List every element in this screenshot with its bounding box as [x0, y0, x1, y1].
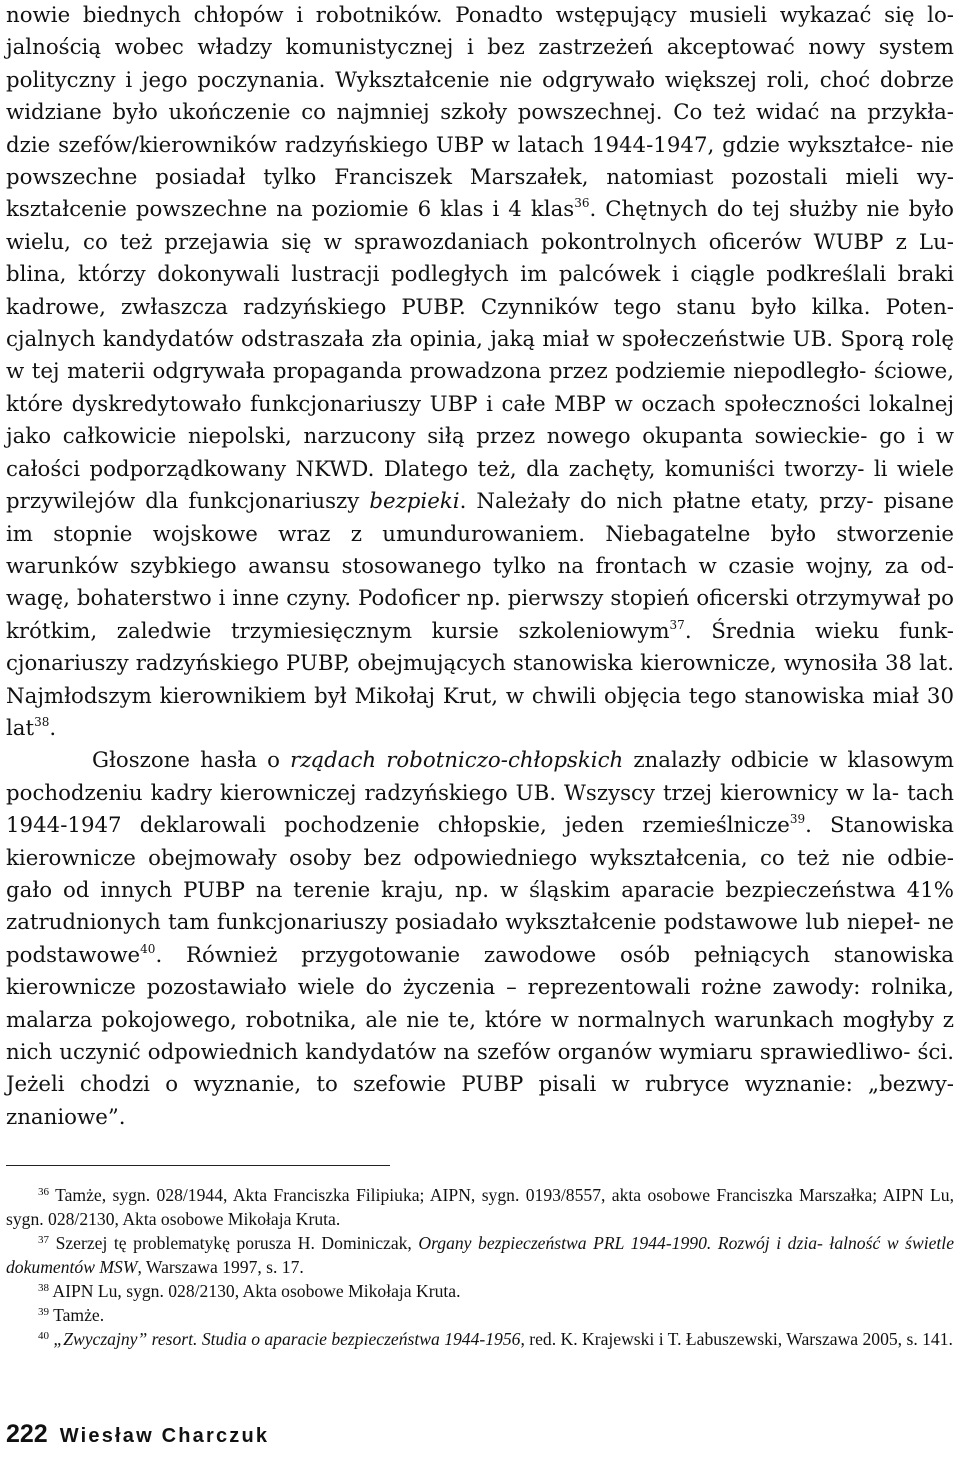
footnote-40 — [6, 1327, 954, 1351]
text-run: nowie biednych chłopów i robotników. Ponadto wstępujący musieli wykazać się lo- jalnością wobec władzy komunistycznej i bez zastrzeżeń akceptować nowy system polityczny i jego poczynania. Wykształcenie nie odgrywało większej roli, choć dobrze widziane było ukończenie co najmniej szkoły powszechnej. Co też widać na przykła- dzie szefów/kierowników radzyńskiego UBP w latach 1944-1947, gdzie wykształce- nie powszechne posiadał tylko Franciszek Marszałek, natomiast pozostali mieli wy- kształcenie powszechne na poziomie 6 klas i 4 klas — [6, 3, 954, 223]
footnote-number: 38 — [38, 1282, 49, 1294]
footnote-38 — [6, 1279, 954, 1303]
footnote-text: AIPN Lu, sygn. 028/2130, Akta osobowe Mikołaja Kruta. — [49, 1281, 461, 1301]
footnote-ref-40[interactable]: 40 — [140, 941, 156, 956]
text-run: znalazły odbicie w klasowym pochodzeniu kadry kierowniczej radzyńskiego UB. Wszyscy trzej kierownicy w la- tach 1944-1947 deklarowali pochodzenie chłopskie, jeden rzemieślnicze — [6, 748, 955, 839]
footnote-ref-39[interactable]: 39 — [789, 812, 806, 827]
footnote-separator — [6, 1165, 390, 1166]
footnote-number: 39 — [38, 1306, 49, 1318]
footnote-number: 36 — [38, 1186, 49, 1198]
text-run: . Stanowiska kierownicze obejmowały osoby bez odpowiedniego wykształcenia, co też nie odbie- gało od innych PUBP na terenie kraju, np. w śląskim aparacie bezpieczeństwa 41% zatrudnionych tam funkcjonariuszy posiadało wykształcenie podstawowe lub niepeł- ne podstawowe — [6, 813, 954, 968]
text-run: . Również przygotowanie zawodowe osób pełniących stanowiska kierownicze pozostawiało wiele do życzenia – reprezentowali rożne zawody: rolnika, malarza pokojowego, robotnika, ale nie te, które w normalnych warunkach mogłyby z nich uczynić odpowiednich kandydatów na szefów organów wymiaru sprawiedliwo- ści. Jeżeli chodzi o wyznanie, to szefowie PUBP pisali w rubryce wyznanie: „bezwy- znaniowe”. — [6, 942, 954, 1130]
page-number: 222 — [6, 1420, 48, 1448]
text-run: . Należały do nich płatne etaty, przy- pisane im stopnie wojskowe wraz z umundurowaniem. Niebagatelne było stworzenie warunków szybkiego awansu stosowanego tylko na frontach w czasie wojny, za od- wagę, bohaterstwo i inne czyny. Podoficer np. pierwszy stopień oficerski otrzymywał po krótkim, zaledwie trzymiesięcznym kursie szkoleniowym — [6, 489, 955, 644]
footnote-number: 40 — [38, 1330, 49, 1342]
page-footer — [6, 1420, 269, 1454]
footnote-text: Szerzej tę problematykę porusza H. Dominiczak, — [49, 1233, 419, 1253]
footnote-36 — [6, 1183, 954, 1231]
text-run: . Średnia wieku funk- cjonariuszy radzyńskiego PUBP, obejmujących stanowiska kierownicze, wynosiła 38 lat. Najmłodszym kierownikiem był Mikołaj Krut, w chwili objęcia tego stanowiska miał 30 lat — [6, 618, 954, 741]
footnote-39 — [6, 1303, 954, 1327]
text-run: Głoszone hasła o — [92, 748, 291, 774]
footnote-37 — [6, 1231, 954, 1279]
footnote-text: Tamże. — [49, 1305, 105, 1325]
footnote-number: 37 — [38, 1234, 49, 1246]
main-text — [6, 0, 954, 1134]
footnote-ref-36[interactable]: 36 — [574, 196, 590, 211]
footnote-title: „Zwyczajny” resort. Studia o aparacie bezpieczeństwa 1944-1956 — [53, 1329, 521, 1349]
text-run: . Chętnych do tej służby nie było wielu, co też przejawia się w sprawozdaniach pokontrolnych oficerów WUBP z Lu- blina, którzy dokonywali lustracji podległych im palcówek i ciągle podkreślali braki kadrowe, zwłaszcza radzyńskiego PUBP. Czynników tego stanu było kilka. Poten- cjalnych kandydatów odstraszała zła opinia, jaką miał w społeczeństwie UB. Sporą rolę w tej materii odgrywała propaganda prowadzona przez podziemie niepodległo- ściowe, które dyskredytowało funkcjonariuszy UBP i całe MBP w oczach społeczności lokalnej jako całkowicie niepolski, narzucony siłą przez nowego okupanta sowieckie- go i w całości podporządkowany NKWD. Dlatego też, dla zachęty, komuniści tworzy- li wiele przywilejów dla funkcjonariuszy — [6, 197, 954, 515]
italic-term: rządach robotniczo-chłopskich — [290, 748, 624, 774]
document-page — [6, 0, 954, 1460]
footnote-text: Tamże, sygn. 028/1944, Akta Franciszka Filipiuka; AIPN, sygn. 0193/8557, akta osobowe Franciszka Marszałka; AIPN Lu, sygn. 028/2130, Akta osobowe Mikołaja Kruta. — [6, 1185, 954, 1229]
footnote-text: , Warszawa 1997, s. 17. — [137, 1257, 304, 1277]
footnote-text: , red. K. Krajewski i T. Łabuszewski, Warszawa 2005, s. 141. — [520, 1329, 953, 1349]
paragraph-1 — [6, 0, 954, 745]
footnotes-section — [6, 1183, 954, 1351]
footnote-ref-37[interactable]: 37 — [669, 617, 685, 632]
footnote-ref-38[interactable]: 38 — [34, 714, 50, 729]
running-author: Wiesław Charczuk — [59, 1425, 270, 1447]
paragraph-2 — [6, 745, 954, 1134]
text-run: . — [49, 715, 57, 741]
italic-term: bezpieki — [369, 489, 460, 515]
footnote-title: Organy bezpieczeństwa PRL 1944-1990. Rozwój i dzia- łalność w świetle dokumentów MSW — [6, 1233, 954, 1277]
